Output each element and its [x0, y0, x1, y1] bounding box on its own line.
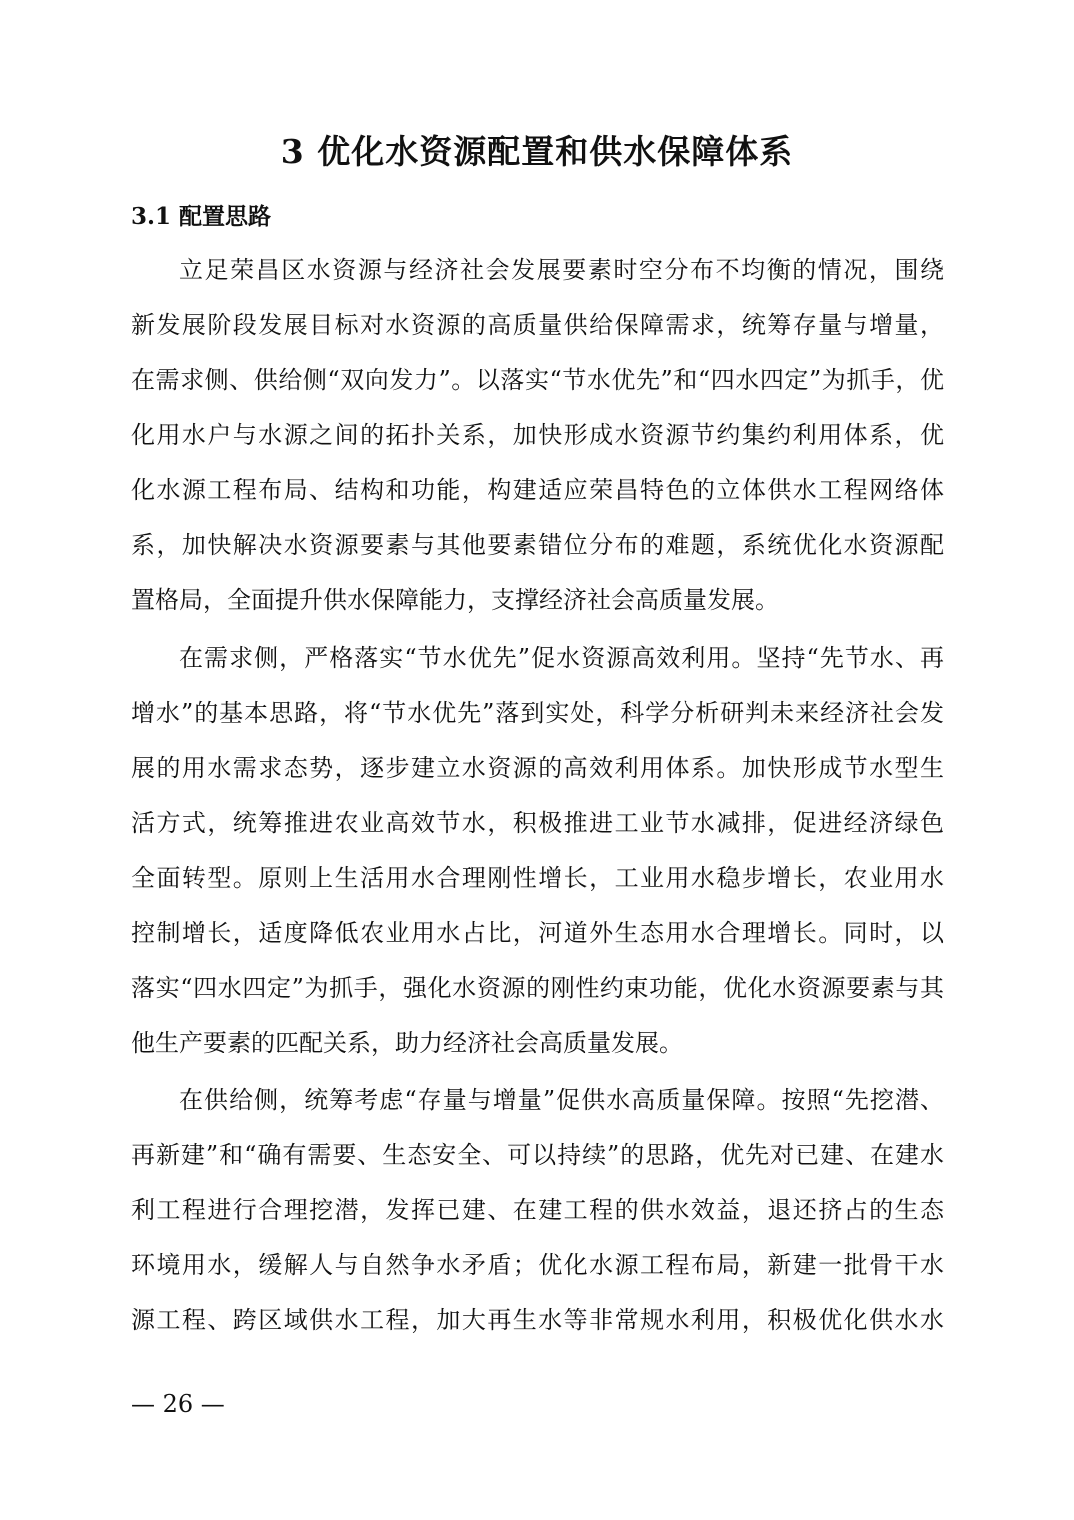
section-heading: 3.1 配置思路: [131, 203, 272, 230]
paragraph-3-line-2: 再新建”和“确有需要、生态安全、可以持续”的思路，优先对已建、在建水: [131, 1141, 944, 1169]
paragraph-1-line-1: 立足荣昌区水资源与经济社会发展要素时空分布不均衡的情况，围绕: [179, 256, 944, 284]
paragraph-2-line-6: 控制增长，适度降低农业用水占比，河道外生态用水合理增长。同时，以: [131, 919, 944, 947]
paragraph-2-line-5: 全面转型。原则上生活用水合理刚性增长，工业用水稳步增长，农业用水: [131, 864, 944, 892]
paragraph-2-line-2: 增水”的基本思路，将“节水优先”落到实处，科学分析研判未来经济社会发: [131, 699, 944, 727]
paragraph-3-line-5: 源工程、跨区域供水工程，加大再生水等非常规水利用，积极优化供水水: [131, 1306, 944, 1334]
paragraph-3-line-1: 在供给侧，统筹考虑“存量与增量”促供水高质量保障。按照“先挖潜、: [179, 1086, 944, 1114]
paragraph-2-line-1: 在需求侧，严格落实“节水优先”促水资源高效利用。坚持“先节水、再: [179, 644, 944, 672]
paragraph-3-line-4: 环境用水，缓解人与自然争水矛盾；优化水源工程布局，新建一批骨干水: [131, 1251, 944, 1279]
paragraph-1-line-5: 化水源工程布局、结构和功能，构建适应荣昌特色的立体供水工程网络体: [131, 476, 944, 504]
paragraph-2-line-8: 他生产要素的匹配关系，助力经济社会高质量发展。: [131, 1029, 683, 1057]
paragraph-1-line-2: 新发展阶段发展目标对水资源的高质量供给保障需求，统筹存量与增量，: [131, 311, 944, 339]
paragraph-1-line-3: 在需求侧、供给侧“双向发力”。以落实“节水优先”和“四水四定”为抓手，优: [131, 366, 944, 394]
paragraph-1-line-6: 系，加快解决水资源要素与其他要素错位分布的难题，系统优化水资源配: [131, 531, 944, 559]
paragraph-2-line-3: 展的用水需求态势，逐步建立水资源的高效利用体系。加快形成节水型生: [131, 754, 944, 782]
paragraph-1-line-4: 化用水户与水源之间的拓扑关系，加快形成水资源节约集约利用体系，优: [131, 421, 944, 449]
paragraph-1-line-7: 置格局，全面提升供水保障能力，支撑经济社会高质量发展。: [131, 586, 779, 614]
page-number: — 26 —: [131, 1390, 225, 1418]
paragraph-2-line-4: 活方式，统筹推进农业高效节水，积极推进工业节水减排，促进经济绿色: [131, 809, 944, 837]
chapter-title: 3 优化水资源配置和供水保障体系: [280, 132, 794, 171]
paragraph-3-line-3: 利工程进行合理挖潜，发挥已建、在建工程的供水效益，退还挤占的生态: [131, 1196, 944, 1224]
paragraph-2-line-7: 落实“四水四定”为抓手，强化水资源的刚性约束功能，优化水资源要素与其: [131, 974, 944, 1002]
